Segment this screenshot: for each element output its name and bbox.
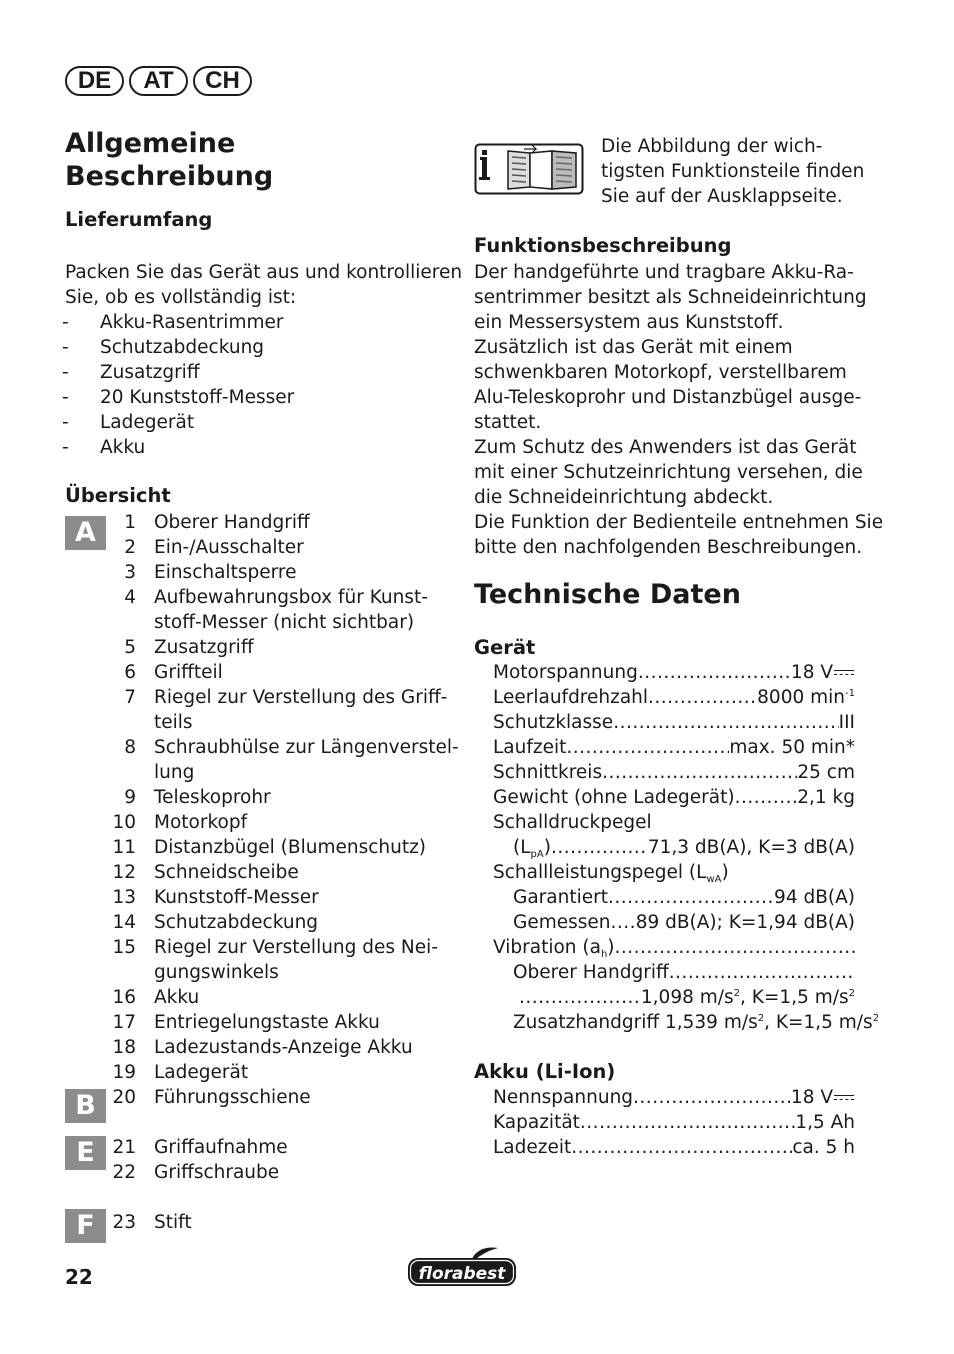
- list-item: Zusatzgriff: [100, 362, 200, 383]
- list-item: Motorkopf: [154, 812, 248, 833]
- spec-label: ): [721, 862, 729, 883]
- list-item-continuation: teils: [154, 712, 193, 733]
- list-item: Schraubhülse zur Längenverstel-: [154, 737, 459, 758]
- spec-label: Zusatzhandgriff 1,539 m/s: [513, 1012, 758, 1033]
- figure-badge-b: B: [65, 1089, 106, 1123]
- list-item: Entriegelungstaste Akku: [154, 1012, 380, 1033]
- spec-row-idle-speed: [493, 685, 855, 710]
- list-item-continuation: gungswinkels: [154, 962, 279, 983]
- spec-label: Schnittkreis: [493, 762, 603, 783]
- figure-badge-f: F: [65, 1209, 106, 1243]
- item-number: 1: [124, 512, 136, 533]
- info-note: Sie auf der Ausklappseite.: [601, 186, 843, 207]
- list-bullet: -: [62, 312, 69, 333]
- spec-row-guaranteed: [513, 885, 855, 910]
- info-note: Die Abbildung der wich-: [601, 136, 823, 157]
- item-number: 8: [124, 737, 136, 758]
- list-item: Ein-/Ausschalter: [154, 537, 304, 558]
- spec-label-sound-power: [493, 860, 729, 885]
- item-number: 13: [112, 887, 136, 908]
- spec-value: 1,5 Ah: [795, 1112, 855, 1133]
- item-number: 9: [124, 787, 136, 808]
- paragraph-line: sentrimmer besitzt als Schneideinrichtung: [474, 287, 867, 308]
- list-item: Ladegerät: [100, 412, 195, 433]
- spec-label: Laufzeit: [493, 737, 567, 758]
- spec-value: 8000 min: [757, 687, 846, 708]
- spec-label: Gemessen: [513, 912, 611, 933]
- spec-row-cutting-circle: [493, 760, 855, 785]
- spec-unit-exponent: 2: [872, 1013, 880, 1024]
- list-item: Ladezustands-Anzeige Akku: [154, 1037, 413, 1058]
- item-number: 4: [124, 587, 136, 608]
- item-number: 14: [112, 912, 136, 933]
- spec-value: ca. 5 h: [792, 1137, 855, 1158]
- spec-label: Vibration (a: [493, 937, 601, 958]
- item-number: 18: [112, 1037, 136, 1058]
- item-number: 19: [112, 1062, 136, 1083]
- spec-value: 94 dB(A): [774, 887, 855, 908]
- paragraph-line: Zum Schutz des Anwenders ist das Gerät: [474, 437, 857, 458]
- function-heading: Funktionsbeschreibung: [474, 234, 732, 257]
- spec-row-nominal-voltage: [493, 1085, 855, 1110]
- item-number: 23: [112, 1212, 136, 1233]
- spec-row-sound-pressure: [513, 835, 855, 860]
- paragraph-line: Die Funktion der Bedienteile entnehmen Sie: [474, 512, 884, 533]
- spec-label: Ladezeit: [493, 1137, 572, 1158]
- spec-row-weight: [493, 785, 855, 810]
- list-item-continuation: stoff-Messer (nicht sichtbar): [154, 612, 415, 633]
- item-number: 12: [112, 862, 136, 883]
- spec-label: Kapazität: [493, 1112, 580, 1133]
- list-item: Riegel zur Verstellung des Nei-: [154, 937, 438, 958]
- list-item: Teleskoprohr: [154, 787, 271, 808]
- device-heading: Gerät: [474, 636, 536, 659]
- list-item: Ladegerät: [154, 1062, 249, 1083]
- list-item: Aufbewahrungsbox für Kunst-: [154, 587, 428, 608]
- spec-label: Leerlaufdrehzahl: [493, 687, 649, 708]
- spec-unit-exponent: -1: [845, 688, 855, 699]
- country-badge-at: AT: [129, 66, 188, 96]
- list-bullet: -: [62, 362, 69, 383]
- overview-heading: Übersicht: [65, 484, 171, 507]
- spec-row-vibration: [493, 935, 855, 960]
- spec-label: Schallleistungspegel (L: [493, 862, 707, 883]
- list-item: Kunststoff-Messer: [154, 887, 319, 908]
- figure-badge-e: E: [65, 1136, 106, 1170]
- spec-unit-exponent: 2: [848, 988, 855, 999]
- spec-subscript: pA: [530, 849, 544, 860]
- paragraph-line: die Schneideinrichtung abdeckt.: [474, 487, 774, 508]
- list-item: Distanzbügel (Blumenschutz): [154, 837, 427, 858]
- spec-value: 25 cm: [797, 762, 855, 783]
- paragraph-line: Alu-Teleskoprohr und Distanzbügel ausge-: [474, 387, 862, 408]
- list-item: Führungsschiene: [154, 1087, 311, 1108]
- spec-label-sound-pressure: Schalldruckpegel: [493, 812, 652, 833]
- spec-label: ): [607, 937, 615, 958]
- list-bullet: -: [62, 437, 69, 458]
- spec-value: 89 dB(A); K=1,94 dB(A): [635, 912, 855, 933]
- item-number: 2: [124, 537, 136, 558]
- item-number: 5: [124, 637, 136, 658]
- list-bullet: -: [62, 412, 69, 433]
- intro-text: Sie, ob es vollständig ist:: [65, 287, 297, 308]
- spec-label: (L: [513, 837, 531, 858]
- paragraph-line: Zusätzlich ist das Gerät mit einem: [474, 337, 793, 358]
- item-number: 7: [124, 687, 136, 708]
- list-item: Schutzabdeckung: [100, 337, 265, 358]
- paragraph-line: stattet.: [474, 412, 542, 433]
- paragraph-line: bitte den nachfolgenden Beschreibungen.: [474, 537, 863, 558]
- spec-row-capacity: [493, 1110, 855, 1135]
- spec-value: 71,3 dB(A), K=3 dB(A): [647, 837, 855, 858]
- spec-row-motor-voltage: [493, 660, 855, 685]
- country-badge-ch: CH: [193, 66, 252, 96]
- spec-value: 18 V: [790, 662, 833, 683]
- florabest-logo-graphic: [406, 1246, 518, 1288]
- spec-unit-exponent: 2: [733, 988, 741, 999]
- dc-symbol-icon: [833, 1093, 855, 1103]
- section-title-line1: Allgemeine: [65, 128, 236, 159]
- item-number: 6: [124, 662, 136, 683]
- item-number: 17: [112, 1012, 136, 1033]
- list-item: Stift: [154, 1212, 192, 1233]
- intro-text: Packen Sie das Gerät aus und kontrollieren: [65, 262, 463, 283]
- list-bullet: -: [62, 387, 69, 408]
- item-number: 11: [112, 837, 136, 858]
- spec-value: 1,098 m/s: [640, 987, 734, 1008]
- spec-value: III: [838, 712, 855, 733]
- spec-row-aux-handle: [513, 1010, 879, 1035]
- tech-data-heading: Technische Daten: [474, 579, 741, 610]
- spec-row-measured: [513, 910, 855, 935]
- spec-row-protection-class: [493, 710, 855, 735]
- spec-subscript: wA: [706, 874, 722, 885]
- section-title-line2: Beschreibung: [65, 161, 274, 192]
- list-bullet: -: [62, 337, 69, 358]
- paragraph-line: mit einer Schutzeinrichtung versehen, die: [474, 462, 863, 483]
- spec-label: Nennspannung: [493, 1087, 634, 1108]
- spec-value: 2,1 kg: [797, 787, 855, 808]
- list-item: Schutzabdeckung: [154, 912, 319, 933]
- spec-value: max. 50 min*: [729, 737, 855, 758]
- spec-row-runtime: [493, 735, 855, 760]
- list-item-continuation: lung: [154, 762, 195, 783]
- item-number: 22: [112, 1162, 136, 1183]
- figure-badge-a: A: [65, 516, 106, 550]
- list-item: Einschaltsperre: [154, 562, 297, 583]
- spec-row-charge-time: [493, 1135, 855, 1160]
- info-note: tigsten Funktionsteile finden: [601, 161, 865, 182]
- spec-label: Garantiert: [513, 887, 608, 908]
- list-item: Griffteil: [154, 662, 223, 683]
- dc-symbol-icon: [833, 668, 855, 678]
- spec-value: , K=1,5 m/s: [740, 987, 849, 1008]
- spec-label: Oberer Handgriff: [513, 962, 669, 983]
- list-item: Schneidscheibe: [154, 862, 299, 883]
- spec-unit-exponent: 2: [757, 1013, 765, 1024]
- item-number: 16: [112, 987, 136, 1008]
- list-item: 20 Kunststoff-Messer: [100, 387, 295, 408]
- item-number: 10: [112, 812, 136, 833]
- list-item: Akku-Rasentrimmer: [100, 312, 284, 333]
- list-item: Akku: [154, 987, 200, 1008]
- item-number: 21: [112, 1137, 136, 1158]
- spec-label: ): [543, 837, 551, 858]
- spec-value: 18 V: [790, 1087, 833, 1108]
- scope-heading: Lieferumfang: [65, 208, 213, 231]
- list-item: Riegel zur Verstellung des Griff-: [154, 687, 448, 708]
- country-badge-de: DE: [65, 66, 124, 96]
- logo-text: florabest: [418, 1264, 506, 1284]
- spec-row-upper-handle: [513, 960, 855, 985]
- list-item: Oberer Handgriff: [154, 512, 310, 533]
- spec-label: Motorspannung: [493, 662, 638, 683]
- paragraph-line: Der handgeführte und tragbare Akku-Ra-: [474, 262, 854, 283]
- florabest-logo: [406, 1246, 518, 1288]
- list-item: Akku: [100, 437, 146, 458]
- item-number: 20: [112, 1087, 136, 1108]
- item-number: 15: [112, 937, 136, 958]
- spec-label: Gewicht (ohne Ladegerät): [493, 787, 735, 808]
- info-book-icon: [474, 143, 584, 195]
- spec-value: , K=1,5 m/s: [764, 1012, 873, 1033]
- paragraph-line: ein Messersystem aus Kunststoff.: [474, 312, 784, 333]
- paragraph-line: schwenkbaren Motorkopf, verstellbarem: [474, 362, 847, 383]
- battery-heading: Akku (Li-Ion): [474, 1060, 616, 1083]
- list-item: Zusatzgriff: [154, 637, 254, 658]
- spec-label: Schutzklasse: [493, 712, 614, 733]
- spec-row-upper-handle-value: [519, 985, 855, 1010]
- page-number: 22: [65, 1265, 93, 1289]
- item-number: 3: [124, 562, 136, 583]
- list-item: Griffschraube: [154, 1162, 280, 1183]
- list-item: Griffaufnahme: [154, 1137, 288, 1158]
- spec-subscript: h: [600, 949, 608, 960]
